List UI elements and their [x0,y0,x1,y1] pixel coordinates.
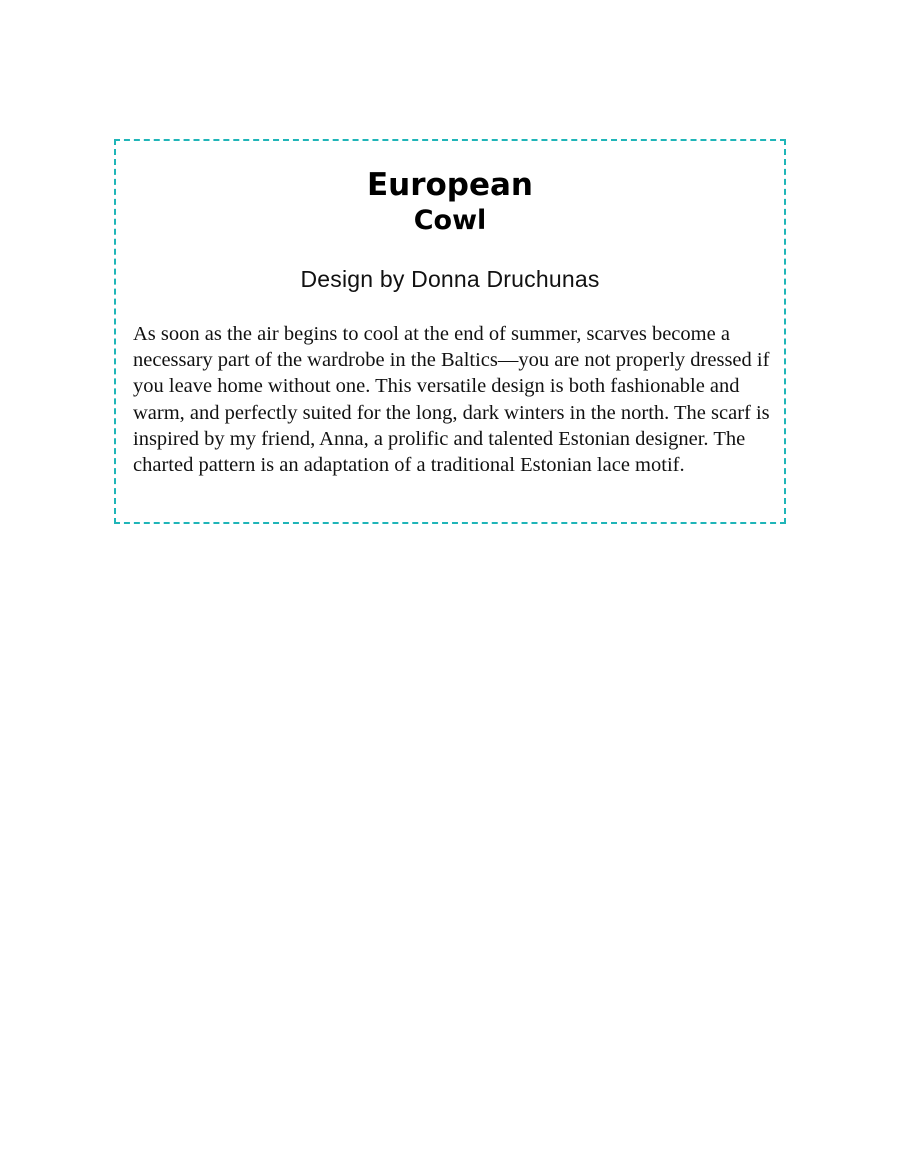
pattern-description: As soon as the air begins to cool at the end of summer, scarves become a necessary part of the wardrobe in the Baltics—you are not properly dressed if you leave home without one. This versatile design is both fashionable and warm, and perfectly suited for the long, dark winters in the north. The scarf is inspired by my friend, Anna, a prolific and talented Estonian designer. The charted pattern is an adaptation of a traditional Estonian lace motif. [133,323,770,477]
pattern-title: European [366,167,534,203]
pattern-subtitle: Cowl [413,205,487,236]
pattern-intro-box [114,139,786,524]
designer-credit: Design by Donna Druchunas [300,266,600,292]
